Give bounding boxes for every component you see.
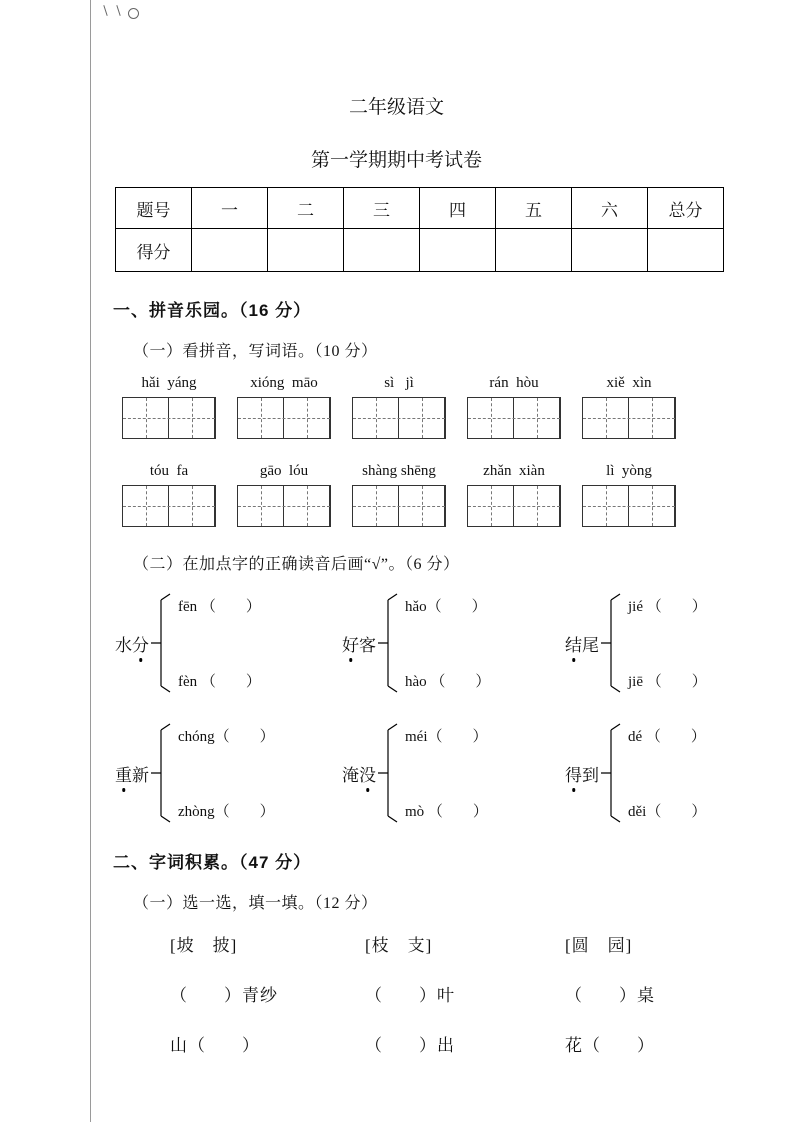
pinyin-word-block [237, 463, 331, 527]
writing-grid [352, 485, 446, 527]
corner-circle-mark [128, 8, 139, 19]
dotted-word [565, 761, 599, 786]
grid-midline [353, 506, 445, 507]
section2-heading: 二、字词积累。（47 分） [113, 853, 312, 872]
pinyin-label: tóu fa [149, 463, 189, 479]
dotted-word [342, 631, 376, 656]
pronunciation-option: zhòng（ ） [178, 804, 275, 820]
pronunciation-group [342, 722, 565, 824]
pinyin-label: xióng māo [250, 375, 318, 391]
score-table-header-row [116, 188, 724, 229]
dotted-word [115, 761, 149, 786]
score-blank-cell [268, 229, 344, 272]
writing-grid [467, 397, 561, 439]
seal-line [90, 0, 91, 1122]
grid-midline [583, 418, 675, 419]
pinyin-row [122, 375, 793, 439]
fill-blank-line: （ ）青纱 [170, 986, 278, 1005]
score-table-header-cell: 四 [420, 188, 496, 229]
pronunciation-option: mò （ ） [405, 804, 488, 820]
grid-midline [238, 418, 330, 419]
pinyin-word-block [352, 375, 446, 439]
pinyin-label: hǎi yáng [141, 375, 197, 391]
writing-grid [237, 485, 331, 527]
fill-blank-line: （ ）桌 [565, 986, 655, 1005]
score-table-header-cell: 一 [192, 188, 268, 229]
grid-midline [123, 418, 215, 419]
pronunciation-group [565, 722, 793, 824]
writing-grid [122, 397, 216, 439]
pinyin-label: shàng shēng [362, 463, 436, 479]
choice-brackets: [圆 园] [565, 936, 633, 955]
pronunciation-option: hǎo（ ） [405, 599, 487, 615]
grid-midline [123, 506, 215, 507]
score-blank-cell [192, 229, 268, 272]
dotted-character: 没 [359, 761, 376, 786]
grid-midline [353, 418, 445, 419]
pinyin-word-block [582, 463, 676, 527]
dotted-character: 结 [565, 631, 582, 656]
pronunciation-group [115, 592, 342, 694]
score-table-header-cell: 三 [344, 188, 420, 229]
pronunciation-group [115, 722, 342, 824]
pinyin-word-block [237, 375, 331, 439]
character: 尾 [582, 635, 599, 655]
pinyin-word-block [122, 375, 216, 439]
section1-part2-label: （二）在加点字的正确读音后画“√”。（6 分） [133, 556, 460, 573]
score-table-header-cell: 二 [268, 188, 344, 229]
pinyin-label: rán hòu [489, 375, 539, 391]
score-row-label-cell: 得分 [116, 229, 192, 272]
pinyin-word-block [467, 375, 561, 439]
pinyin-label: lì yòng [606, 463, 652, 479]
score-table-score-row [116, 229, 724, 272]
score-table-header-cell: 六 [572, 188, 648, 229]
pronunciation-options [405, 725, 488, 821]
corner-marks [96, 6, 146, 24]
brace-icon [378, 723, 398, 823]
corner-tick-mark [103, 5, 107, 16]
pronunciation-group [342, 592, 565, 694]
corner-tick-mark [116, 5, 120, 16]
pinyin-word-block [122, 463, 216, 527]
pronunciation-group [565, 592, 793, 694]
pinyin-row [122, 463, 793, 527]
brace-icon [151, 593, 171, 693]
pronunciation-options [178, 595, 261, 691]
section1-part1-label: （一）看拼音，写词语。（10 分） [133, 343, 378, 360]
dotted-word [342, 761, 376, 786]
pronunciation-option: jié （ ） [628, 599, 707, 615]
pronunciation-options [628, 595, 707, 691]
writing-grid [237, 397, 331, 439]
page-title: 二年级语文 [348, 97, 444, 118]
fill-blank-line: （ ）出 [365, 1036, 455, 1055]
fill-blank-line: （ ）叶 [365, 986, 455, 1005]
fill-column [170, 931, 365, 1056]
pronunciation-options [405, 595, 490, 691]
pronunciation-option: fèn （ ） [178, 674, 261, 690]
score-table-header-cell: 五 [496, 188, 572, 229]
grid-midline [468, 418, 560, 419]
brace-icon [378, 593, 398, 693]
page-subtitle: 第一学期期中考试卷 [310, 150, 482, 171]
fill-blank-line: 花（ ） [565, 1036, 655, 1055]
writing-grid [352, 397, 446, 439]
pronunciation-option: méi（ ） [405, 729, 488, 745]
character: 淹 [342, 765, 359, 785]
score-blank-cell [344, 229, 420, 272]
pinyin-label: gāo lóu [259, 463, 309, 479]
brace-icon [151, 723, 171, 823]
dotted-character: 得 [565, 761, 582, 786]
pinyin-word-block [582, 375, 676, 439]
pronunciation-options [178, 725, 275, 821]
dotted-character: 重 [115, 761, 132, 786]
grid-midline [468, 506, 560, 507]
pinyin-word-block [467, 463, 561, 527]
pronunciation-option: hào （ ） [405, 674, 491, 690]
writing-grid [122, 485, 216, 527]
pronunciation-option: chóng（ ） [178, 729, 275, 745]
character: 客 [359, 635, 376, 655]
score-table-header-cell: 总分 [648, 188, 724, 229]
pinyin-writing-area [122, 375, 793, 527]
score-blank-cell [648, 229, 724, 272]
brace-icon [601, 723, 621, 823]
dotted-character: 分 [132, 631, 149, 656]
choice-brackets: [坡 披] [170, 936, 238, 955]
pronunciation-option: děi（ ） [628, 804, 707, 820]
character: 新 [132, 765, 149, 785]
pinyin-label: sì jì [384, 375, 414, 391]
section2-part1-label: （一）选一选，填一填。（12 分） [133, 895, 378, 912]
pronunciation-option: fēn （ ） [178, 599, 261, 615]
pronunciation-choice-area [115, 592, 793, 824]
pinyin-label: zhǎn xiàn [483, 463, 545, 479]
score-table-label-cell: 题号 [116, 188, 192, 229]
choose-fill-area [170, 931, 793, 1056]
score-blank-cell [496, 229, 572, 272]
character: 到 [582, 765, 599, 785]
fill-column [565, 931, 793, 1056]
pinyin-word-block [352, 463, 446, 527]
dotted-character: 好 [342, 631, 359, 656]
score-table [115, 187, 724, 272]
fill-column [365, 931, 565, 1056]
grid-midline [238, 506, 330, 507]
pronunciation-option: dé （ ） [628, 729, 706, 745]
pronunciation-option: jiē （ ） [628, 674, 707, 690]
score-blank-cell [420, 229, 496, 272]
brace-icon [601, 593, 621, 693]
pinyin-label: xiě xìn [606, 375, 652, 391]
writing-grid [467, 485, 561, 527]
dotted-word [565, 631, 599, 656]
dotted-word [115, 631, 149, 656]
writing-grid [582, 397, 676, 439]
character: 水 [115, 635, 132, 655]
score-blank-cell [572, 229, 648, 272]
grid-midline [583, 506, 675, 507]
section1-heading: 一、拼音乐园。（16 分） [113, 301, 312, 320]
choice-brackets: [枝 支] [365, 936, 433, 955]
fill-blank-line: 山（ ） [170, 1036, 260, 1055]
writing-grid [582, 485, 676, 527]
pronunciation-options [628, 725, 706, 821]
